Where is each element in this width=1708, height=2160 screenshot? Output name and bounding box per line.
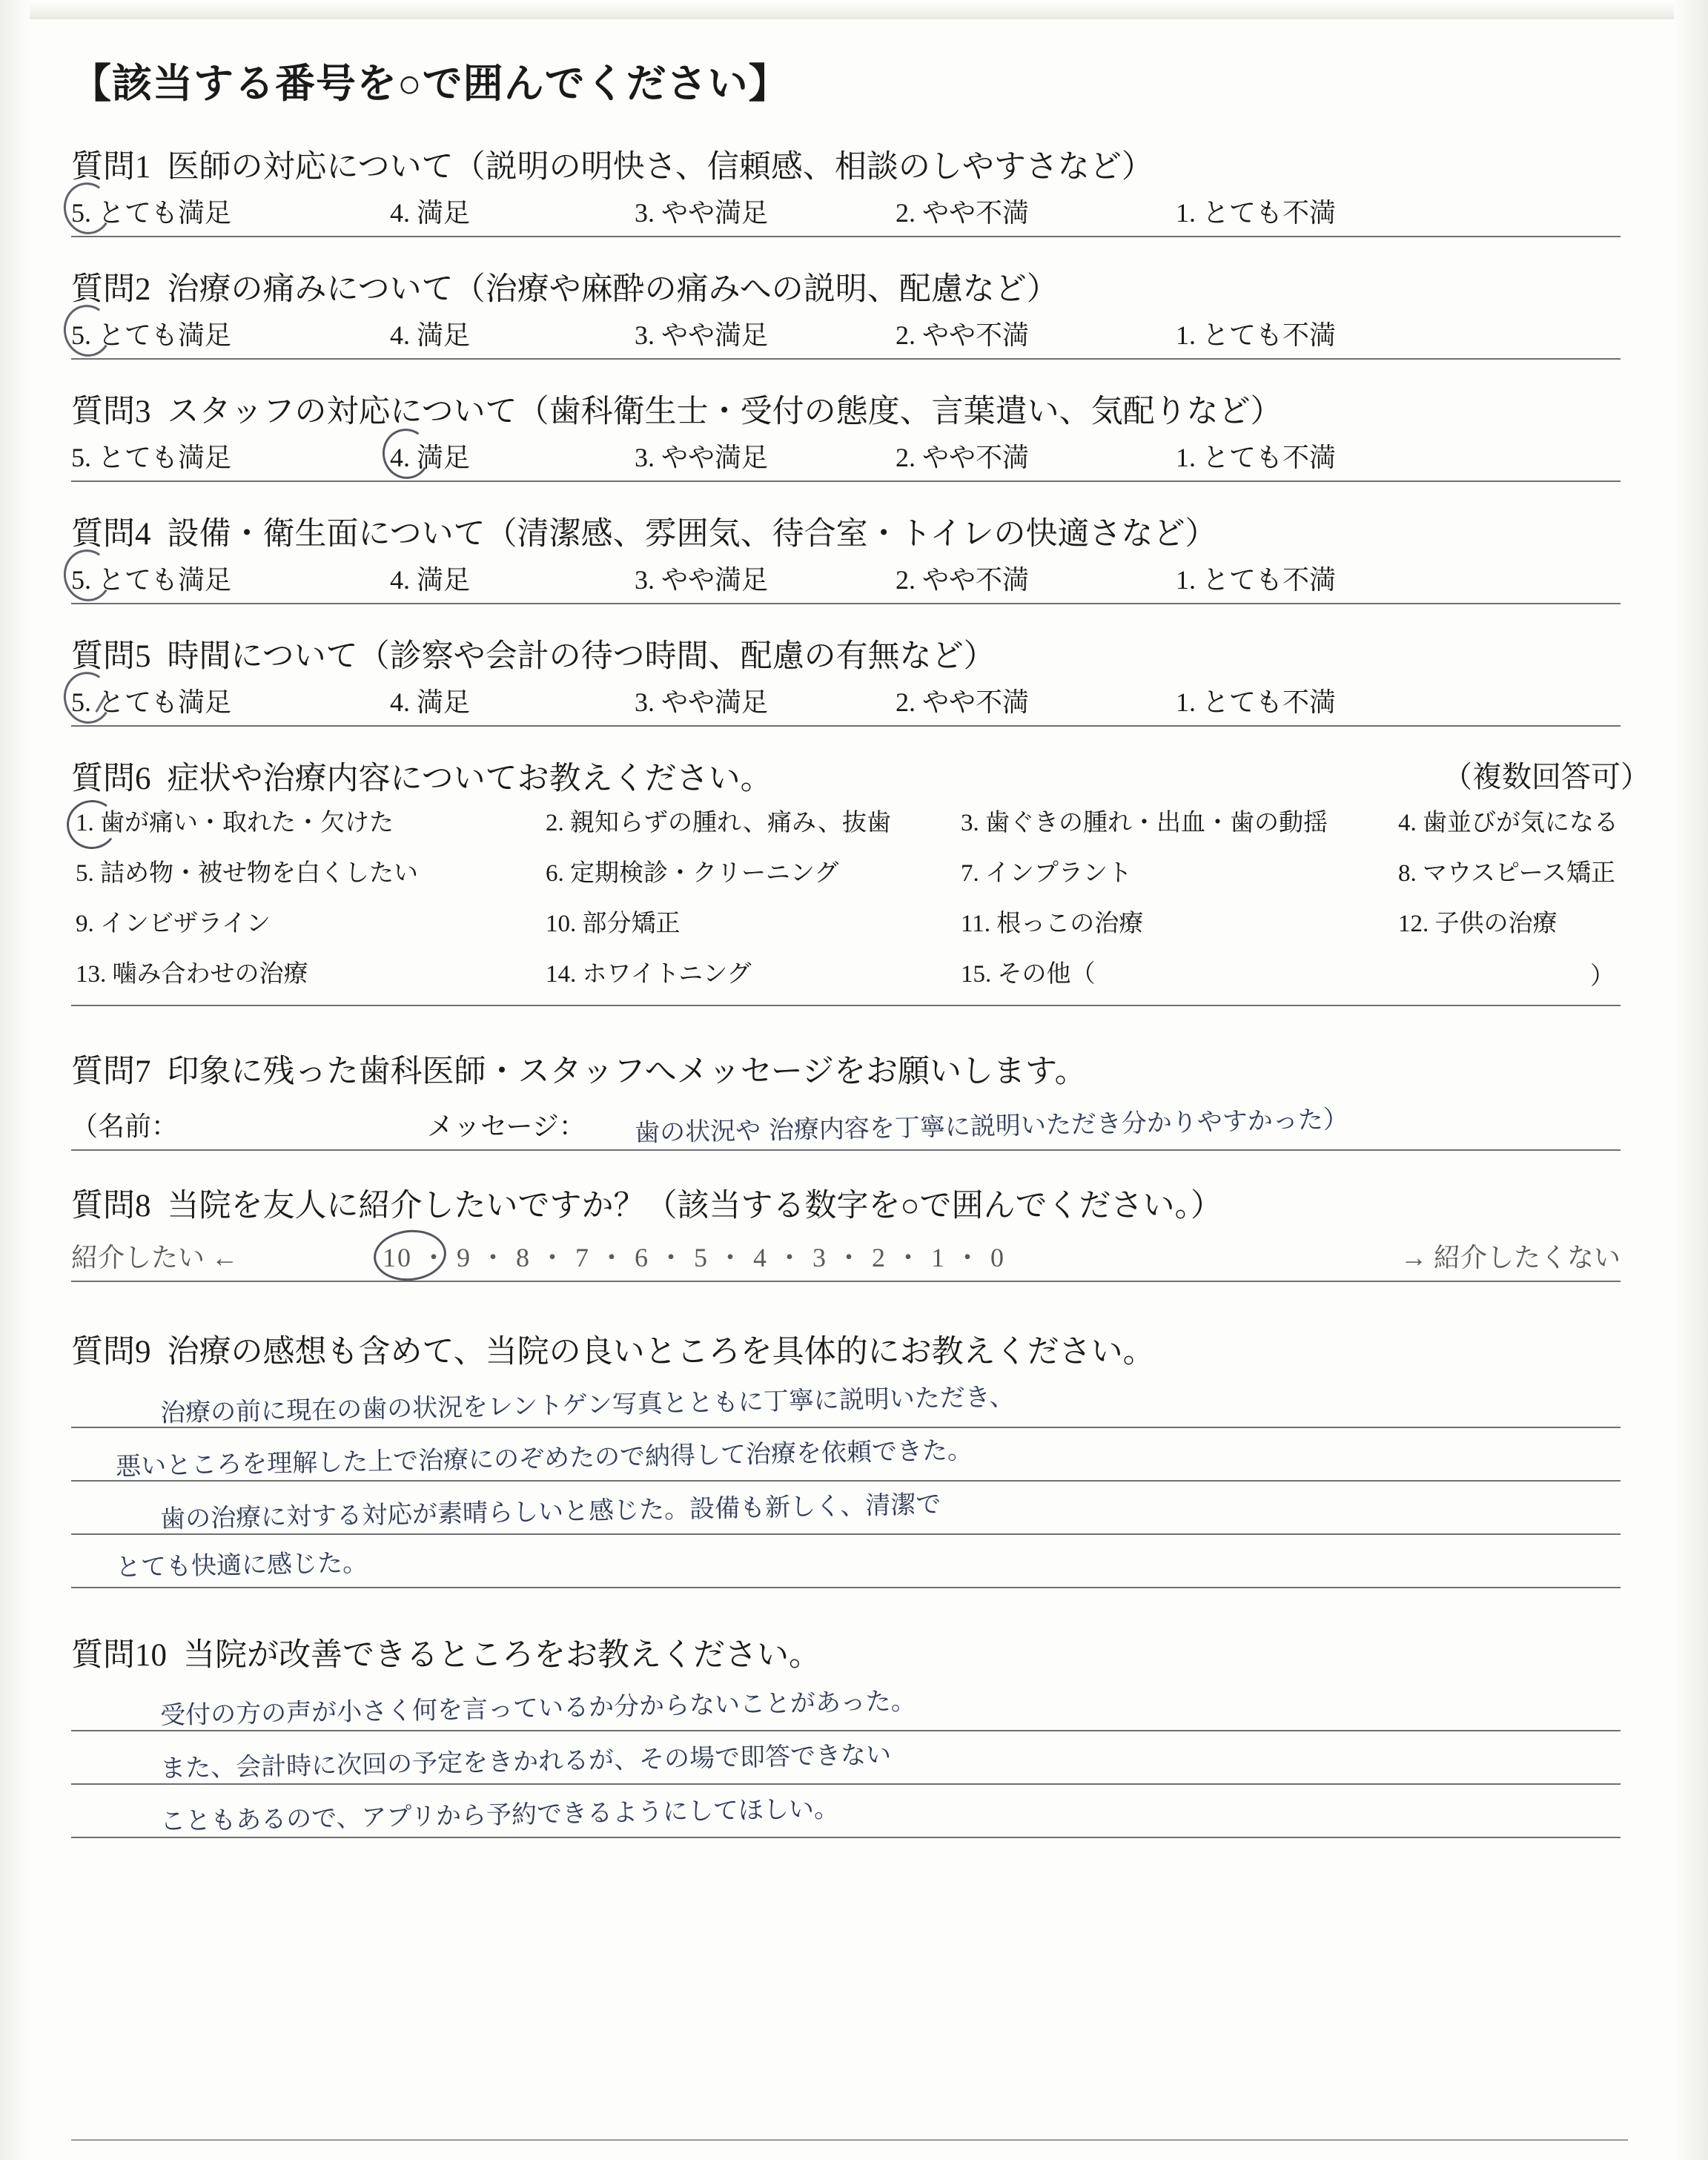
question-10-handwriting-3: こともあるので、アプリから予約できるようにしてほしい。 xyxy=(159,1794,840,1837)
question-9-line-4 xyxy=(71,1535,1621,1588)
question-5-option-2[interactable]: 2. やや不満 xyxy=(896,687,1030,717)
question-1-option-2[interactable]: 2. やや不満 xyxy=(896,198,1030,228)
q6-option-10[interactable]: 10. 部分矯正 xyxy=(546,911,681,937)
question-4-heading xyxy=(71,509,1650,554)
question-6-heading-wrap xyxy=(71,753,1650,799)
question-2-number: 質問2 xyxy=(71,272,151,307)
question-5-option-1[interactable]: 1. とても不満 xyxy=(1176,687,1337,717)
question-6-number: 質問6 xyxy=(71,762,151,796)
q6-option-2[interactable]: 2. 親知らずの腫れ、痛み、抜歯 xyxy=(546,810,891,836)
page-title: 【該当する番号を○で囲んでください】 xyxy=(71,62,790,106)
question-2-scale[interactable] xyxy=(71,312,1621,360)
question-10-answer-lines[interactable] xyxy=(71,1678,1621,1838)
question-8-number: 質問8 xyxy=(71,1189,151,1223)
question-10-handwriting-1: 受付の方の声が小さく何を言っているか分からないことがあった。 xyxy=(159,1686,917,1731)
question-10 xyxy=(71,1630,1650,1838)
question-8-heading xyxy=(71,1180,1650,1226)
question-8-text: 当院を友人に紹介したいですか？（該当する数字を○で囲んでください。） xyxy=(167,1189,1222,1223)
paper-edge-right xyxy=(1674,0,1708,2160)
question-6-note: （複数回答可） xyxy=(1443,760,1650,793)
question-4-option-2[interactable]: 2. やや不満 xyxy=(896,565,1030,595)
question-2-option-1[interactable]: 1. とても不満 xyxy=(1176,320,1337,350)
paper-edge-left xyxy=(0,0,30,2160)
question-9-handwriting-1: 治療の前に現在の歯の状況をレントゲン写真とともに丁寧に説明いただき、 xyxy=(159,1381,1015,1429)
question-9-heading xyxy=(71,1327,1650,1372)
question-5-number: 質問5 xyxy=(71,639,151,674)
q6-bottom-rule xyxy=(71,1005,1621,1006)
question-6-row-3 xyxy=(71,904,1621,954)
question-3-option-5[interactable]: 5. とても満足 xyxy=(71,443,232,472)
question-5-text: 時間について（診察や会計の待つ時間、配慮の有無など） xyxy=(167,639,996,674)
question-5-option-3[interactable]: 3. やや満足 xyxy=(635,687,769,717)
q6-other-close-paren: ） xyxy=(1590,963,1615,990)
paper-edge-top xyxy=(0,0,1708,19)
question-9-number: 質問9 xyxy=(71,1335,151,1370)
question-6 xyxy=(71,753,1650,1039)
q6-option-5[interactable]: 5. 詰め物・被せ物を白くしたい xyxy=(76,860,418,887)
q6-option-11[interactable]: 11. 根っこの治療 xyxy=(961,911,1144,937)
question-4-text: 設備・衛生面について（清潔感、雰囲気、待合室・トイレの快適さなど） xyxy=(167,517,1217,552)
question-1-number: 質問1 xyxy=(71,150,151,185)
question-8-selection-circle xyxy=(371,1226,449,1284)
question-7-heading xyxy=(71,1046,1650,1091)
question-2-option-2[interactable]: 2. やや不満 xyxy=(896,320,1030,350)
question-5-scale[interactable] xyxy=(71,679,1621,727)
q6-option-12[interactable]: 12. 子供の治療 xyxy=(1398,911,1558,937)
question-4-scale[interactable] xyxy=(71,557,1621,604)
question-7-name-label: （名前： xyxy=(71,1112,179,1141)
question-3-option-2[interactable]: 2. やや不満 xyxy=(896,443,1030,472)
q6-option-13[interactable]: 13. 噛み合わせの治療 xyxy=(76,961,308,988)
question-4-option-4[interactable]: 4. 満足 xyxy=(390,565,471,595)
question-10-text: 当院が改善できるところをお教えください。 xyxy=(183,1638,821,1673)
question-10-line-1 xyxy=(71,1678,1621,1731)
question-2-heading xyxy=(71,264,1650,309)
question-9-line-2 xyxy=(71,1428,1621,1482)
question-2-option-4[interactable]: 4. 満足 xyxy=(390,320,471,350)
question-1 xyxy=(71,142,1650,237)
survey-content xyxy=(71,52,1650,1880)
question-9 xyxy=(71,1327,1650,1588)
question-8 xyxy=(71,1180,1650,1282)
question-3-number: 質問3 xyxy=(71,394,151,429)
question-4-number: 質問4 xyxy=(71,517,151,552)
nps-right-label: → 紹介したくない xyxy=(1400,1243,1621,1272)
question-1-option-1[interactable]: 1. とても不満 xyxy=(1176,198,1337,228)
q6-option-9[interactable]: 9. インビザライン xyxy=(76,911,271,937)
question-9-answer-lines[interactable] xyxy=(71,1375,1621,1588)
nps-left-label: 紹介したい ← xyxy=(71,1243,239,1272)
question-9-text: 治療の感想も含めて、当院の良いところを具体的にお教えください。 xyxy=(167,1335,1155,1370)
question-3-option-3[interactable]: 3. やや満足 xyxy=(635,443,769,472)
question-6-heading xyxy=(71,753,1650,799)
nps-scale-values[interactable]: 10 ・ 9 ・ 8 ・ 7 ・ 6 ・ 5 ・ 4 ・ 3 ・ 2 ・ 1 ・ 0 xyxy=(383,1243,1006,1272)
question-8-nps-scale[interactable] xyxy=(71,1229,1621,1282)
question-7 xyxy=(71,1046,1650,1151)
question-3-scale[interactable] xyxy=(71,435,1621,482)
question-10-line-3 xyxy=(71,1785,1621,1838)
question-3-text: スタッフの対応について（歯科衛生士・受付の態度、言葉遣い、気配りなど） xyxy=(167,394,1282,429)
question-1-scale[interactable] xyxy=(71,190,1621,237)
question-1-text: 医師の対応について（説明の明快さ、信頼感、相談のしやすさなど） xyxy=(167,150,1153,185)
question-7-text: 印象に残った歯科医師・スタッフへメッセージをお願いします。 xyxy=(167,1054,1087,1089)
question-6-options-grid xyxy=(71,803,1621,1006)
question-2-option-5[interactable]: 5. とても満足 xyxy=(71,320,232,350)
q6-option-15[interactable]: 15. その他（ xyxy=(961,961,1096,988)
question-5-option-4[interactable]: 4. 満足 xyxy=(390,687,471,717)
q6-option-8[interactable]: 8. マウスピース矯正 xyxy=(1398,860,1616,887)
question-3-option-4[interactable]: 4. 満足 xyxy=(390,443,471,472)
question-3 xyxy=(71,386,1650,482)
footer-rule xyxy=(71,2139,1628,2141)
question-3-heading xyxy=(71,386,1650,432)
question-9-line-3 xyxy=(71,1482,1621,1535)
question-9-handwriting-3: 歯の治療に対する対応が素晴らしいと感じた。設備も新しく、清潔で xyxy=(159,1489,941,1535)
question-6-row-4 xyxy=(71,954,1621,1005)
question-1-option-3[interactable]: 3. やや満足 xyxy=(635,198,769,228)
q6-option-6[interactable]: 6. 定期検診・クリーニング xyxy=(546,860,839,887)
question-10-heading xyxy=(71,1630,1650,1675)
question-5 xyxy=(71,631,1650,727)
question-1-option-4[interactable]: 4. 満足 xyxy=(390,198,471,228)
question-9-handwriting-2: 悪いところを理解した上で治療にのぞめたので納得して治療を依頼できた。 xyxy=(115,1435,973,1482)
question-2-option-3[interactable]: 3. やや満足 xyxy=(635,320,769,350)
question-9-handwriting-4: とても快適に感じた。 xyxy=(115,1548,368,1583)
question-6-row-1 xyxy=(71,803,1621,853)
question-6-text: 症状や治療内容についてお教えください。 xyxy=(167,762,772,796)
question-7-handwritten-answer: 歯の状況や 治療内容を丁寧に説明いただき分かりやすかった） xyxy=(634,1104,1349,1149)
question-7-number: 質問7 xyxy=(71,1054,151,1089)
question-4-option-5[interactable]: 5. とても満足 xyxy=(71,565,232,595)
question-7-message-label: メッセージ： xyxy=(427,1112,586,1141)
q6-option-4[interactable]: 4. 歯並びが気になる xyxy=(1398,810,1618,836)
question-5-heading xyxy=(71,631,1650,676)
question-10-line-2 xyxy=(71,1731,1621,1785)
q6-option-3[interactable]: 3. 歯ぐきの腫れ・出血・歯の動揺 xyxy=(961,810,1328,836)
question-2-text: 治療の痛みについて（治療や麻酔の痛みへの説明、配慮など） xyxy=(167,272,1059,307)
question-4-option-3[interactable]: 3. やや満足 xyxy=(635,565,769,595)
question-2 xyxy=(71,264,1650,360)
question-3-option-1[interactable]: 1. とても不満 xyxy=(1176,443,1337,472)
question-1-heading xyxy=(71,142,1650,187)
question-6-row-2 xyxy=(71,853,1621,904)
q6-option-14[interactable]: 14. ホワイトニング xyxy=(546,961,752,988)
question-1-option-5[interactable]: 5. とても満足 xyxy=(71,198,232,228)
q6-option-1[interactable]: 1. 歯が痛い・取れた・欠けた xyxy=(76,810,394,836)
question-10-number: 質問10 xyxy=(71,1638,167,1673)
question-4-option-1[interactable]: 1. とても不満 xyxy=(1176,565,1337,595)
question-5-option-5[interactable]: 5. とても満足 xyxy=(71,687,232,717)
q6-option-7[interactable]: 7. インプラント xyxy=(961,860,1132,887)
question-9-line-1 xyxy=(71,1375,1621,1428)
question-10-handwriting-2: また、会計時に次回の予定をきかれるが、その場で即答できない xyxy=(159,1740,892,1784)
question-4 xyxy=(71,509,1650,604)
question-7-answer-row[interactable] xyxy=(71,1094,1621,1151)
